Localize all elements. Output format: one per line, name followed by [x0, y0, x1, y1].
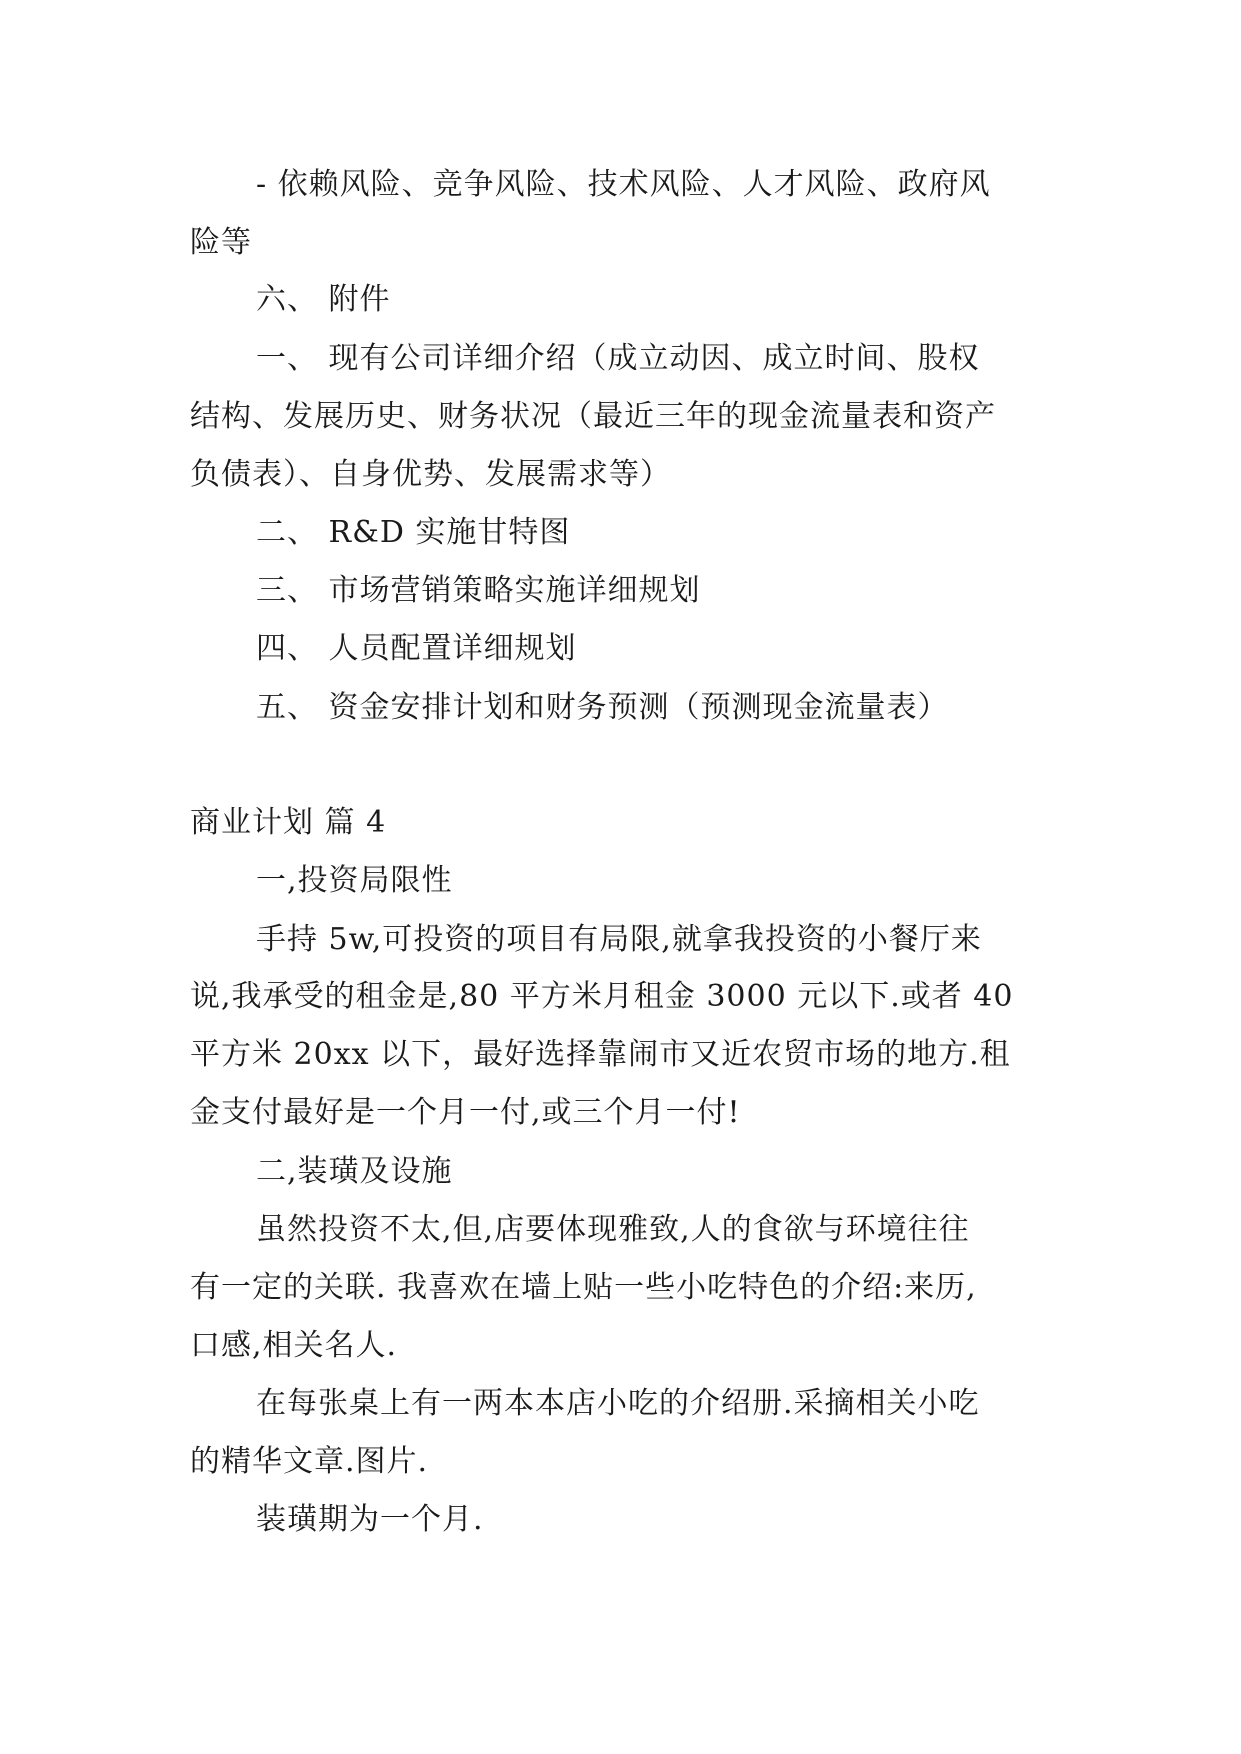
text-line: 二、 R&D 实施甘特图	[256, 515, 571, 550]
text-line: 三、 市场营销策略实施详细规划	[256, 573, 701, 608]
text-line: 四、 人员配置详细规划	[256, 631, 577, 666]
text-line: - 依赖风险、竞争风险、技术风险、人才风险、政府风	[256, 167, 991, 202]
text-line: 一、 现有公司详细介绍（成立动因、成立时间、股权	[256, 341, 980, 376]
section-heading: 一,投资局限性	[256, 863, 453, 898]
text-line: 有一定的关联. 我喜欢在墙上贴一些小吃特色的介绍:来历,	[190, 1270, 977, 1305]
text-line: 负债表）、自身优势、发展需求等）	[190, 457, 671, 492]
text-line: 说,我承受的租金是,80 平方米月租金 3000 元以下.或者 40	[190, 979, 1014, 1014]
text-line: 口感,相关名人.	[190, 1328, 398, 1363]
section-heading: 六、 附件	[256, 282, 391, 317]
text-line: 在每张桌上有一两本本店小吃的介绍册.采摘相关小吃	[256, 1386, 980, 1421]
text-line: 装璜期为一个月.	[256, 1502, 484, 1537]
section-heading: 二,装璜及设施	[256, 1154, 453, 1189]
text-line: 结构、发展历史、财务状况（最近三年的现金流量表和资产	[190, 399, 996, 434]
text-line: 手持 5w,可投资的项目有局限,就拿我投资的小餐厅来	[256, 922, 982, 957]
text-line: 平方米 20xx 以下，最好选择靠闹市又近农贸市场的地方.租	[190, 1037, 1011, 1072]
text-line: 虽然投资不太,但,店要体现雅致,人的食欲与环境往往	[256, 1212, 970, 1247]
text-line: 五、 资金安排计划和财务预测（预测现金流量表）	[256, 690, 949, 725]
article-title: 商业计划 篇 4	[190, 805, 387, 840]
text-line: 金支付最好是一个月一付,或三个月一付!	[190, 1095, 741, 1130]
text-line: 险等	[190, 225, 252, 260]
text-line: 的精华文章.图片.	[190, 1444, 429, 1479]
